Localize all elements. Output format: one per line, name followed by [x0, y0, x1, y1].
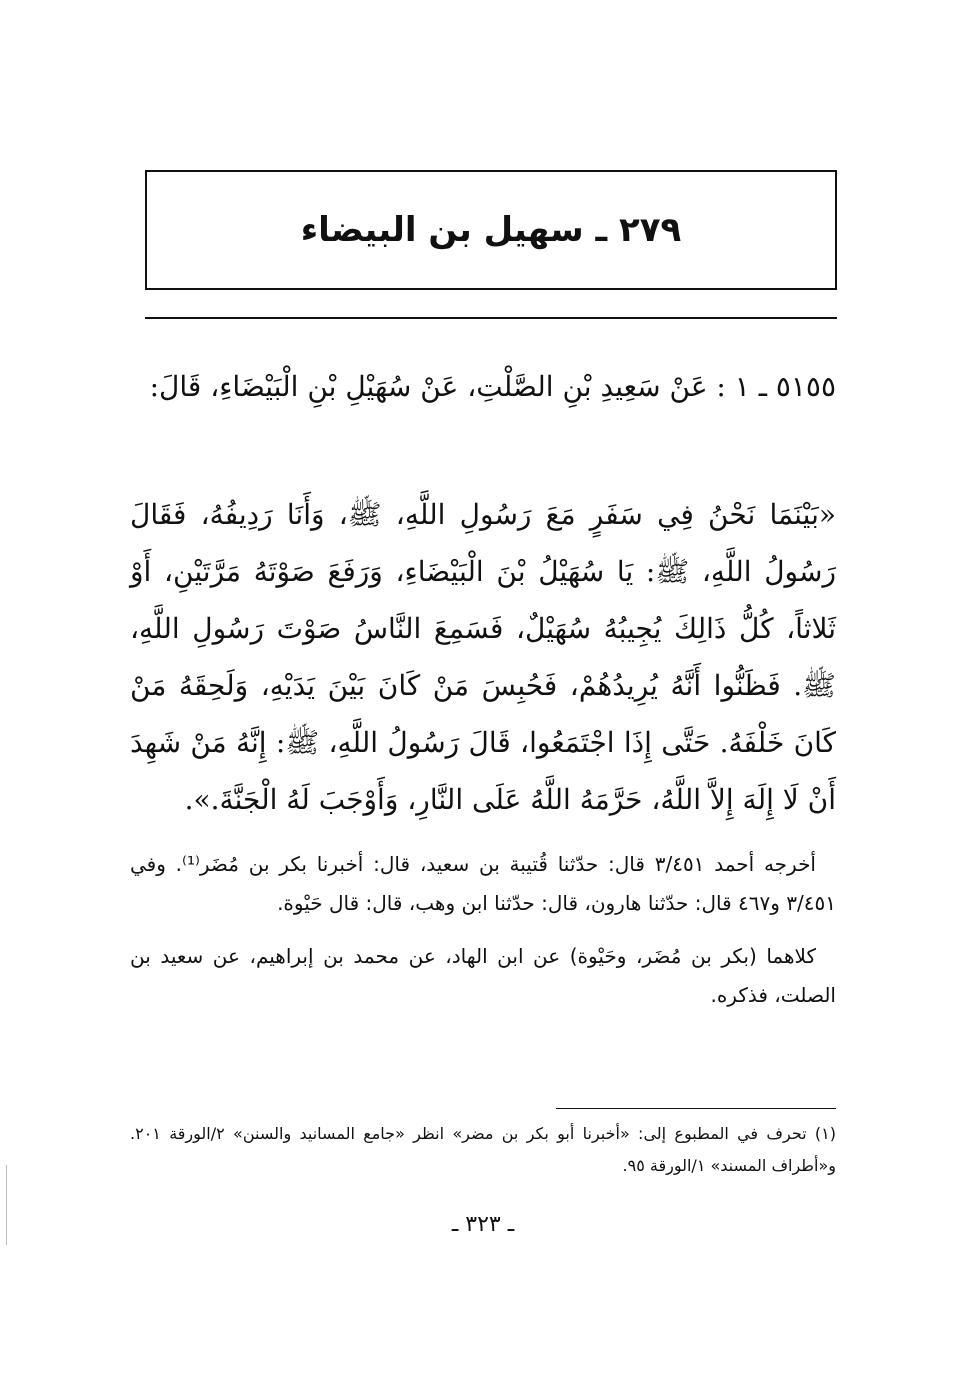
hadith-text: «بَيْنَمَا نَحْنُ فِي سَفَرٍ مَعَ رَسُولِ اللَّهِ، ﷺ، وَأَنَا رَدِيفُهُ، فَقَالَ رَسُولُ اللَّهِ، ﷺ: يَا سُهَيْلُ بْنَ الْبَيْضَاءِ، وَرَفَعَ صَوْتَهُ مَرَّتَيْنِ، أَوْ ثَلاثاً، كُلُّ ذَالِكَ يُجِيبُهُ سُهَيْلٌ، فَسَمِعَ النَّاسُ صَوْتَ رَسُولِ اللَّهِ، ﷺ. فَظَنُّوا أَنَّهُ يُرِيدُهُمْ، فَحُبِسَ مَنْ كَانَ بَيْنَ يَدَيْهِ، وَلَحِقَهُ مَنْ كَانَ خَلْفَهُ. حَتَّى إِذَا اجْتَمَعُوا، قَالَ رَسُولُ اللَّهِ، ﷺ: إِنَّهُ مَنْ شَهِدَ أَنْ لَا إِلَهَ إِلاَّ اللَّهُ، حَرَّمَهُ اللَّهُ عَلَى النَّارِ، وَأَوْجَبَ لَهُ الْجَنَّةَ.». — [130, 498, 837, 816]
chapter-title: ٢٧٩ ـ سهيل بن البيضاء — [300, 210, 682, 250]
takhrij-paragraph-1: أخرجه أحمد ٣/٤٥١ قال: حدّثنا قُتيبة بن سعيد، قال: أخبرنا بكر بن مُضَر⁽¹⁾. وفي ٣/٤٥١ و٤٦٧ قال: حدّثنا هارون، قال: حدّثنا ابن وهب، قال: قال حَيْوة. — [130, 852, 836, 915]
footnote-divider — [556, 1108, 836, 1109]
chapter-title-box — [145, 170, 837, 290]
takhrij-section — [130, 845, 836, 1029]
hadith-isnad: ٥١٥٥ ـ ١ : عَنْ سَعِيدِ بْنِ الصَّلْتِ، عَنْ سُهَيْلِ بْنِ الْبَيْضَاءِ، قَالَ: — [149, 370, 836, 403]
footnote-1: (١) تحرف في المطبوع إلى: «أخبرنا أبو بكر بن مضر» انظر «جامع المسانيد والسنن» ٢/الورقة ٢٠١. و«أطراف المسند» ١/الورقة ٩٥. — [130, 1124, 837, 1175]
takhrij-paragraph-2: كلاهما (بكر بن مُضَر، وحَيْوة) عن ابن الهاد، عن محمد بن إبراهيم، عن سعيد بن الصلت، فذكره. — [130, 944, 836, 1007]
title-divider — [145, 317, 837, 319]
footnotes — [130, 1118, 836, 1182]
page-number: ـ ٣٢٣ ـ — [451, 1212, 515, 1237]
